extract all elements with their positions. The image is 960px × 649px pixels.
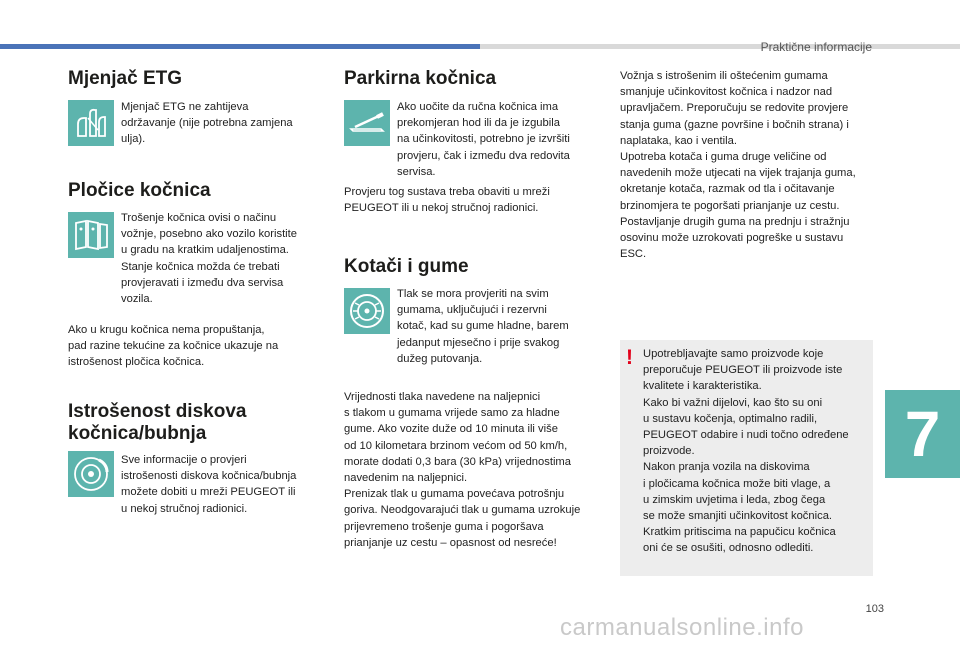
warning-text: Upotrebljavajte samo proizvode koje preporučuje PEUGEOT ili proizvode iste kvalitete i karakteristika. Kako bi važni dijelovi, kao što su oni u sustavu kočenja, optimalno radili, PEUGEOT odabire i nudi točno određene proizvode. Nakon pranja vozila na diskovima i pločicama kočnica može biti vlage, a u zimskim uvjetima i leda, zbog čega se može smanjiti učinkovitost kočnica. Kratkim pritiscima na papučicu kočnica oni će se osušiti, odnosno odlediti. [643, 348, 849, 555]
page-number: 103 [865, 603, 884, 615]
tyre-pressure-text: Vrijednosti tlaka navedene na naljepnici s tlakom u gumama vrijede samo za hladne gume. Ako vozite duže od 10 minuta ili više od 10 kilometara brzinom većom od 50 km/h, morate dodati 0,3 bara (30 kPa) vrijednostima navedenim na naljepnici. Prenizak tlak u gumama povećava potrošnju goriva. Neodgovarajući tlak u gumama uzrokuje prijevremeno trošenje guma i pogoršava prianjanje uz cestu – opasnost od nesreće! [344, 391, 581, 549]
etg-text: Mjenjač ETG ne zahtijeva održavanje (nije potrebna zamjena ulja). [121, 101, 293, 146]
watermark: carmanualsonline.info [560, 614, 804, 641]
brake-pads-text: Trošenje kočnica ovisi o načinu vožnje, posebno ako vozilo koristite u gradu na kratkim udaljenostima. Stanje kočnica možda će trebati provjeravati i između dva servisa vozila. [121, 212, 297, 306]
chapter-tab: 7 [885, 390, 960, 478]
handbrake-icon [344, 100, 390, 146]
wheels-heading: Kotači i gume [344, 256, 469, 277]
gear-shift-icon [68, 100, 114, 146]
worn-tyres-text: Vožnja s istrošenim ili oštećenim gumama smanjuje učinkovitost kočnica i nadzor nad upravljačem. Preporučuju se redovite provjere stanja guma (gazne površine i bočnih strana) i naplataka, kao i ventila. Upotreba kotača i guma druge veličine od navedenih može utjecati na vijek trajanja guma, okretanje kotača, razmak od tla i očitavanje brzinomjera te pogoršati prianjanje uz cestu. Postavljanje drugih guma na prednju i stražnju osovinu može uzrokovati pogreške u sustavu ESC. [620, 70, 856, 261]
brake-disc-icon [68, 451, 114, 497]
parking-brake-service-text: Provjeru tog sustava treba obaviti u mreži PEUGEOT ili u nekoj stručnoj radionici. [344, 186, 550, 215]
warning-exclamation-icon: ! [626, 346, 633, 369]
header-accent-bar [0, 44, 480, 49]
wheels-text: Tlak se mora provjeriti na svim gumama, uključujući i rezervni kotač, kad su gume hladne, barem jedanput mjesečno i prije svakog dužeg putovanja. [397, 288, 569, 365]
brake-pads-heading: Pločice kočnica [68, 180, 211, 201]
header-grey-bar [480, 44, 960, 49]
section-title: Praktične informacije [760, 40, 872, 54]
etg-heading: Mjenjač ETG [68, 68, 183, 89]
parking-brake-heading: Parkirna kočnica [344, 68, 497, 89]
parking-brake-text: Ako uočite da ručna kočnica ima prekomjeran hod ili da je izgubila na učinkovitosti, potrebno je izvršiti provjeru, čak i između dva redovita servisa. [397, 101, 570, 178]
discs-heading: Istrošenost diskova kočnica/bubnja [68, 401, 247, 444]
tyre-icon [344, 288, 390, 334]
brake-fluid-text: Ako u krugu kočnica nema propuštanja, pad razine tekućine za kočnice ukazuje na istrošenost pločica kočnica. [68, 324, 279, 369]
brake-pads-icon [68, 212, 114, 258]
discs-text: Sve informacije o provjeri istrošenosti diskova kočnica/bubnja možete dobiti u mreži PEUGEOT ili u nekoj stručnoj radionici. [121, 454, 297, 515]
